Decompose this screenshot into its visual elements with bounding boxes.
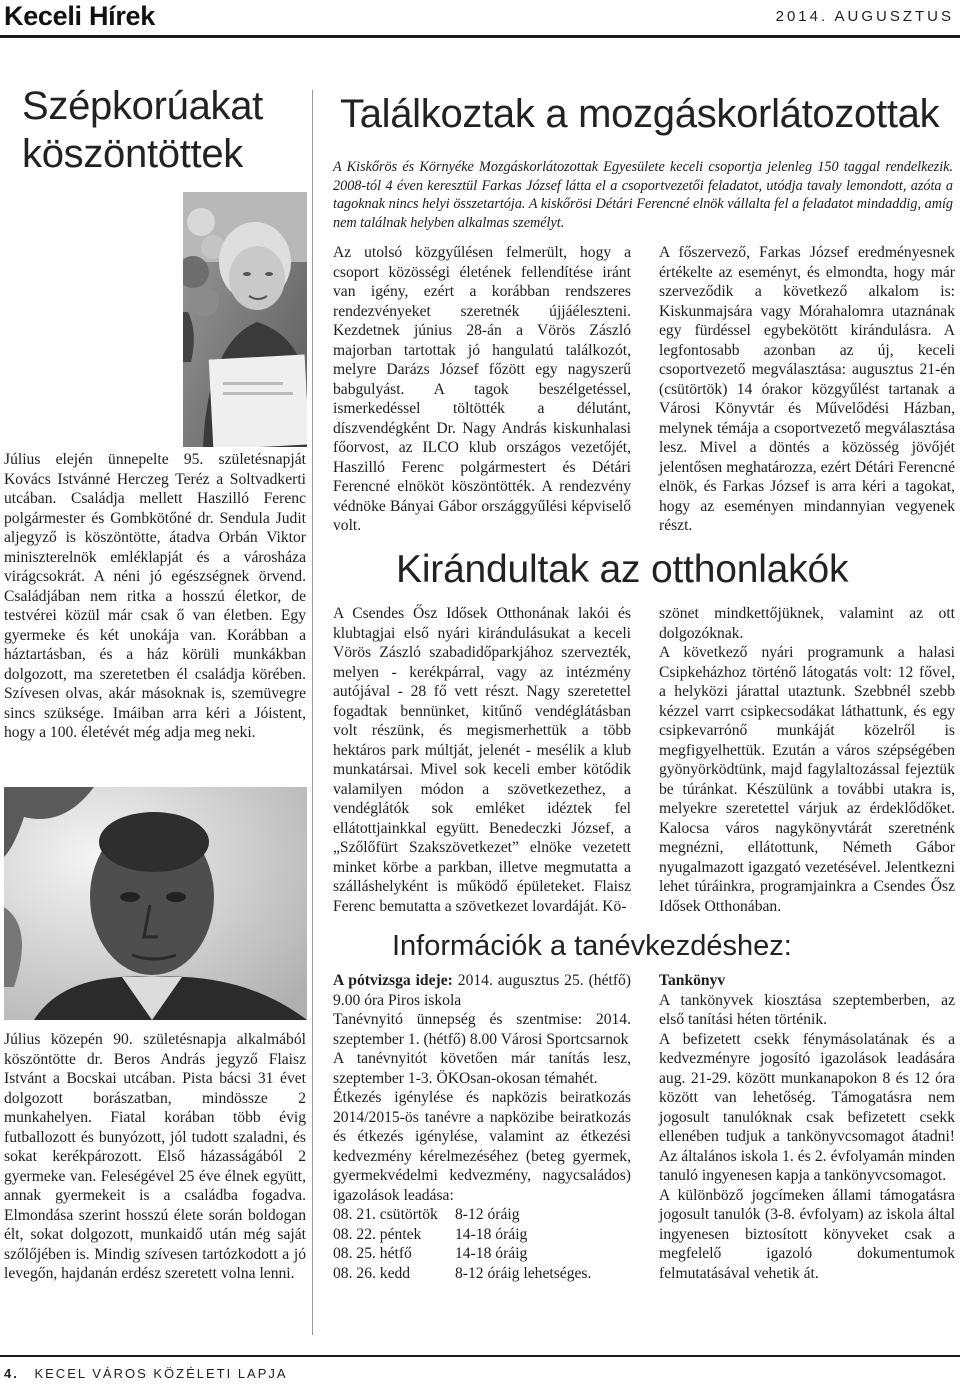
exam-info: [333, 971, 631, 1010]
exam-label: A pótvizsga ideje:: [333, 972, 453, 989]
issue-date: 2014. AUGUSZTUS: [775, 8, 954, 25]
classes-start-text: A tanévnyitót követően már tanítás lesz, szeptember 1-3. ÖKOsan-okosan témahét.: [333, 1050, 631, 1087]
schedule-row: [333, 1225, 631, 1245]
schedule-time: 14-18 óráig: [455, 1225, 528, 1243]
elderly-man-photo: [4, 787, 307, 1020]
schedule-row: [333, 1264, 631, 1284]
excursion-article-column-b: [659, 604, 955, 916]
left-article-title: Szépkorúakat köszöntöttek: [22, 84, 263, 176]
excursion-article-title: Kirándultak az otthonlakók: [396, 548, 849, 591]
schedule-time: 14-18 óráig: [455, 1245, 528, 1262]
excursion-paragraph-2: A következő nyári programunk a halasi Csipkeházhoz történő látogatás volt: 12 fővel, a helyközi járattal utaztunk. Szebbnél szebb kézzel varrt csipkecsodákat láthattunk, és egy csipkevarrónő munkáját közelről is megfigyelhettük. Ezután a város szépségében gyönyörködtünk, majd fagylaltozással fejeztük be túránkat. Készülünk a további utakra is, melyekre szeretettel várjuk az érdeklődőket. Kalocsa város nagykönyvtárát szeretnénk megnézni, ellátottunk, Németh Gábor nyugalmazott igazgató vezetésével. Jelentkezni lehet túráinkra, programjainkra a Csendes Ősz Idősek Otthonában.: [659, 644, 955, 915]
schedule-row: [333, 1244, 631, 1264]
schedule-row: [333, 1205, 631, 1225]
schedule-date: 08. 22. péntek: [333, 1225, 422, 1243]
meals-registration-text: Étkezés igénylése és napközis beiratkozás 2014/2015-ös tanévre a napközibe beiratkozás és étkezés igénylése, valamint az étkezési kedvezmény kérelmezéséhez (beteg gyermek, gyermekvédelmi kedvezmény, nagycsaládos) igazolások leadása:: [333, 1089, 631, 1204]
schedule-date: 08. 26. kedd: [333, 1264, 411, 1282]
info-article-title: Információk a tanévkezdéshez:: [392, 930, 792, 962]
info-article-column-a: [333, 971, 631, 1283]
schedule-date: 08. 21. csütörtök: [333, 1206, 438, 1223]
main-article-column-b: A főszervező, Farkas József eredményesnek értékelte az eseményt, és elmondta, hogy már szerveződik a következő alkalom is: Kiskunmajsára vagy Mórahalomra utaznának egy fürdéssel egybekötött kirándulásra. A legfontosabb azonban az új, keceli csoportvezető megválasztása: augusztus 21-én (csütörtök) 14 órakor közgyűlést tartanak a Városi Könyvtár és Művelődési Házban, melynek témája a csoportvezető megválasztása lesz. Mivel a döntés a közösség jövőjét jelentősen meghatározza, ezért Détári Ferencné elnök, és Farkas József is arra kéri a tagokat, hogy az eseményen mindannyian vegyenek részt.: [659, 244, 955, 534]
excursion-paragraph-1: szönet mindkettőjüknek, valamint az ott dolgozóknak.: [659, 605, 955, 642]
newspaper-title: Keceli Hírek: [4, 1, 155, 31]
textbook-paragraph-2: A befizetett csekk fénymásolatának és a kedvezményre jogosító igazolások leadására aug. 21-29. között munkanapokon 8 és 12 óra között van lehetőség. Támogatásra nem jogosult tanulóknak csak befizetett csekk ellenében tudjuk a tankönyvcsomagot átadni! Az általános iskola 1. és 2. évfolyamán minden tanuló ingyenesen kapja a tankönyvcsomagot.: [659, 1030, 955, 1184]
schedule-time: 8-12 óráig: [455, 1206, 520, 1223]
footer-rule: [0, 1355, 960, 1357]
footer-publication: KECEL VÁROS KÖZÉLETI LAPJA: [34, 1366, 288, 1381]
schedule-time: 8-12 óráig lehetséges.: [455, 1264, 592, 1282]
main-article-title: Találkoztak a mozgáskorlátozottak: [340, 92, 940, 136]
info-article-column-b: [659, 971, 955, 1283]
column-divider: [312, 90, 313, 1335]
page-number: 4.: [4, 1366, 19, 1381]
textbook-paragraph-3: A különböző jogcímeken állami támogatásra jogosult tanulók (3-8. évfolyam) az iskola által ingyenesen biztosított könyveket csak a megfelelő igazoló dokumentumok felmutatásával vehetik át.: [659, 1186, 955, 1282]
elderly-man-photo-icon: [4, 787, 307, 1020]
elderly-woman-photo: [183, 192, 307, 447]
elderly-woman-photo-icon: [183, 192, 307, 447]
excursion-article-column-a: A Csendes Ősz Idősek Otthonának lakói és klubtagjai első nyári kirándulásukat a keceli Vörös Zászló szabadidőparkjához szervezték, melyen - kerékpárral, vagy az intézmény autójával - 28 fő vett részt. Nagy szeretettel fogadtak bennünket, kitűnő vendéglátásban volt részünk, és megismerhettük a több hektáros park múltját, jelenét - mesélik a klub munkatársai. Mivel sok keceli ember kötődik valamilyen módon a szövetkezethez, a vendéglátók sok emléket idéztek fel ellátottjainkkal együtt. Benedeczki József, a „Szőlőfürt Szakszövetkezet” elnöke vezetett minket körbe a parkban, illetve megmutatta a szálláshelyként is működő épületeket. Flaisz Ferenc bemutatta a szövetkezet lovardáját. Kö-: [333, 605, 631, 915]
left-article-paragraph-2: Július közepén 90. születésnapja alkalmából köszöntötte dr. Beros András jegyző Flaisz Istvánt a Bocskai utcában. Pista bácsi 31 évet dolgozott borászatban, mindössze 2 munkahelyen. Fiatal korában több évig futballozott és bunyózott, jól tudott szaladni, és sokat kerékpározott. Első házasságából 2 gyermeke van. Feleségével 25 éve élnek együtt, annak gyermekeit is a családba fogadva. Elmondása szerint hosszú élete során boldogan élt, sokat dolgozott, munkaidő után még saját szőlőjében is. Mindig szívesen tartózkodott a jó levegőn, hajdanán erdész szeretett volna lenni.: [4, 1031, 306, 1282]
exam-text: 2014. augusztus 25. (hétfő) 9.00 óra Piros iskola: [333, 972, 632, 1009]
schedule-list: [333, 1205, 631, 1283]
left-article-paragraph-1: Július elején ünnepelte 95. születésnapját Kovács Istvánné Herczeg Teréz a Soltvadkerti utcában. Családja mellett Haszilló Ferenc polgármester és Gombkötőné dr. Sendula Judit aljegyző is köszöntötte, átadva Orbán Viktor miniszterelnök emléklapját és a városháza virágcsokrát. A néni jó egészségnek örvend. Családjában nem ritka a hosszú életkor, de testvérei közül már csak ő van életben. Egy gyermeke és két unokája van. Korábban a háztartásban, és a ház körüli munkákban dolgozott, ma szeretetben él családja körében. Szívesen olvas, akár másoknak is, szemüvegre sincs szüksége. Imáiban arra kéri a Jóistent, hogy a 100. életévét még adja meg neki.: [4, 451, 306, 741]
schedule-date: 08. 25. hétfő: [333, 1245, 412, 1262]
textbook-paragraph-1: A tankönyvek kiosztása szeptemberben, az első tanítási héten történik.: [659, 991, 955, 1028]
opening-ceremony-text: Tanévnyitó ünnepség és szentmise: 2014. szeptember 1. (hétfő) 8.00 Városi Sportcsarnok: [333, 1011, 631, 1048]
main-article-lede: A Kiskőrös és Környéke Mozgáskorlátozottak Egyesülete keceli csoportja jelenleg 150 taggal rendelkezik. 2008-tól 4 éven keresztül Farkas József látta el a csoportvezetői feladatot, utódja tavaly lemondott, azóta a tagoknak nincs helyi összetartója. A kiskőrösi Détári Ferencné elnök vállalta fel a feladatot mindaddig, amíg nem találnak helyben alkalmas személyt.: [333, 159, 953, 231]
page-footer: [4, 1366, 288, 1381]
main-article-column-a: Az utolsó közgyűlésen felmerült, hogy a csoport közösségi életének fellendítése iránt van igény, ezért a korábban rendszeres rendezvényeket szeretnék újjáéleszteni. Kezdetnek június 28-án a Vörös Zászló majorban tartottak jó hangulatú találkozót, melyre Darázs József főzött egy nagyszerű babgulyást. A tagok beszélgetéssel, ismerkedéssel töltötték a délutánt, díszvendégként Dr. Nagy András kiskunhalasi főorvost, az ILCO klub országos vezetőjét, Haszilló Ferenc polgármestert és Détári Ferencné elnököt köszöntötték. A rendezvény védnöke Bányai Gábor országgyűlési képviselő volt.: [333, 244, 631, 534]
textbook-heading: Tankönyv: [659, 972, 726, 989]
